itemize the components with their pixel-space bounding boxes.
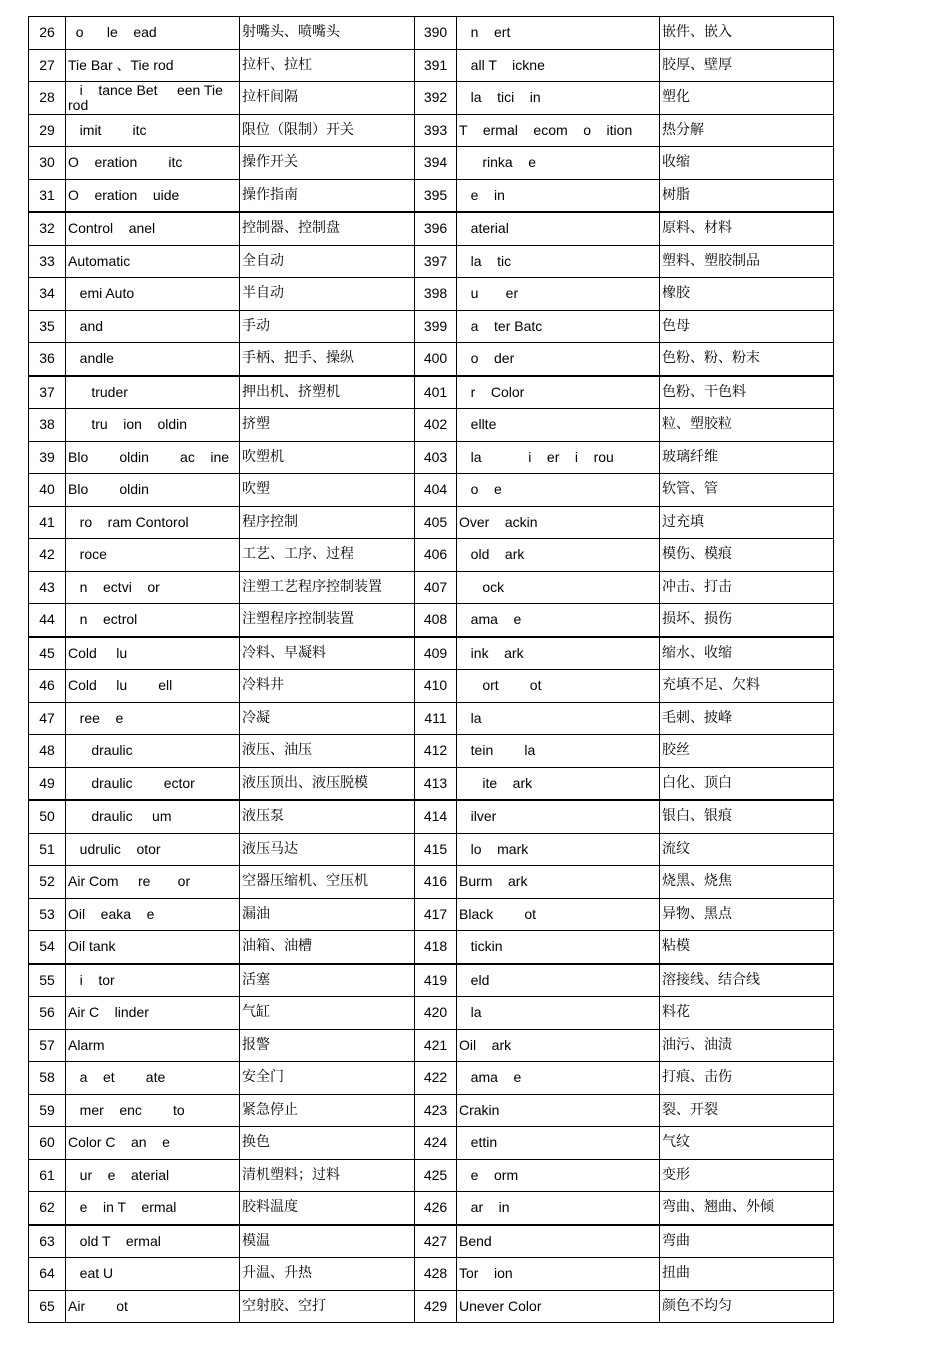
english-term-left: Air ot [66,1290,240,1323]
row-number-left: 54 [29,931,66,964]
english-term-left: n ectvi or [66,571,240,604]
english-term-left: i tor [66,964,240,997]
english-term-left: i tance Bet een Tie rod [66,82,240,115]
row-number-right: 406 [415,539,457,572]
row-number-left: 46 [29,670,66,703]
chinese-term-left: 空射胶、空打 [240,1290,415,1323]
english-term-left: and [66,310,240,343]
chinese-term-left: 拉杆间隔 [240,82,415,115]
english-term-left: draulic [66,735,240,768]
row-number-right: 401 [415,376,457,409]
row-number-left: 48 [29,735,66,768]
chinese-term-left: 紧急停止 [240,1094,415,1127]
row-number-left: 27 [29,49,66,82]
row-number-right: 423 [415,1094,457,1127]
table-row [29,1094,834,1127]
row-number-left: 62 [29,1192,66,1225]
row-number-right: 395 [415,179,457,212]
english-term-right: Over ackin [457,506,660,539]
english-term-left: udrulic otor [66,833,240,866]
row-number-right: 413 [415,767,457,800]
english-term-left: tru ion oldin [66,409,240,442]
english-term-right: la tic [457,245,660,278]
table-row [29,1062,834,1095]
english-term-right: old ark [457,539,660,572]
chinese-term-left: 射嘴头、喷嘴头 [240,17,415,50]
chinese-term-left: 拉杆、拉杠 [240,49,415,82]
english-term-right: la [457,997,660,1030]
table-row [29,1225,834,1258]
chinese-term-right: 气纹 [660,1127,834,1160]
chinese-term-left: 液压顶出、液压脱模 [240,767,415,800]
row-number-right: 402 [415,409,457,442]
table-row [29,800,834,833]
english-term-right: tickin [457,931,660,964]
chinese-term-right: 油污、油渍 [660,1029,834,1062]
chinese-term-right: 嵌件、嵌入 [660,17,834,50]
glossary-body [29,17,834,1323]
chinese-term-right: 树脂 [660,179,834,212]
table-row [29,767,834,800]
english-term-left: Cold lu [66,637,240,670]
english-term-left: Blo oldin ac ine [66,441,240,474]
row-number-right: 427 [415,1225,457,1258]
table-row [29,833,834,866]
row-number-right: 415 [415,833,457,866]
english-term-right: ite ark [457,767,660,800]
english-term-right: eld [457,964,660,997]
english-term-right: rinka e [457,147,660,180]
english-term-left: draulic ector [66,767,240,800]
table-row [29,1258,834,1291]
chinese-term-left: 液压、油压 [240,735,415,768]
chinese-term-left: 手动 [240,310,415,343]
row-number-right: 420 [415,997,457,1030]
row-number-left: 50 [29,800,66,833]
table-row [29,670,834,703]
chinese-term-right: 过充填 [660,506,834,539]
chinese-term-right: 白化、顶白 [660,767,834,800]
row-number-left: 31 [29,179,66,212]
row-number-right: 411 [415,702,457,735]
english-term-right: aterial [457,212,660,245]
row-number-right: 421 [415,1029,457,1062]
chinese-term-right: 模伤、模痕 [660,539,834,572]
row-number-left: 58 [29,1062,66,1095]
table-row [29,278,834,311]
row-number-left: 45 [29,637,66,670]
table-row [29,637,834,670]
table-row [29,1127,834,1160]
chinese-term-right: 热分解 [660,114,834,147]
chinese-term-left: 油箱、油槽 [240,931,415,964]
row-number-left: 53 [29,898,66,931]
row-number-left: 63 [29,1225,66,1258]
english-term-left: O eration uide [66,179,240,212]
table-row [29,898,834,931]
english-term-left: imit itc [66,114,240,147]
row-number-right: 397 [415,245,457,278]
chinese-term-left: 工艺、工序、过程 [240,539,415,572]
row-number-right: 398 [415,278,457,311]
english-term-right: ama e [457,604,660,637]
english-term-right: ellte [457,409,660,442]
chinese-term-right: 变形 [660,1159,834,1192]
chinese-term-left: 限位（限制）开关 [240,114,415,147]
chinese-term-left: 操作开关 [240,147,415,180]
row-number-left: 43 [29,571,66,604]
english-term-left: roce [66,539,240,572]
chinese-term-right: 塑料、塑胶制品 [660,245,834,278]
row-number-left: 64 [29,1258,66,1291]
chinese-term-left: 程序控制 [240,506,415,539]
row-number-right: 400 [415,343,457,376]
english-term-left: andle [66,343,240,376]
row-number-left: 32 [29,212,66,245]
chinese-term-left: 操作指南 [240,179,415,212]
row-number-left: 60 [29,1127,66,1160]
english-term-left: Alarm [66,1029,240,1062]
chinese-term-right: 异物、黑点 [660,898,834,931]
english-term-left: Control anel [66,212,240,245]
row-number-left: 30 [29,147,66,180]
english-term-left: Cold lu ell [66,670,240,703]
english-term-right: Tor ion [457,1258,660,1291]
english-term-left: Oil tank [66,931,240,964]
row-number-left: 56 [29,997,66,1030]
english-term-right: a ter Batc [457,310,660,343]
row-number-right: 425 [415,1159,457,1192]
row-number-left: 44 [29,604,66,637]
english-term-right: Crakin [457,1094,660,1127]
chinese-term-right: 塑化 [660,82,834,115]
english-term-left: emi Auto [66,278,240,311]
chinese-term-left: 换色 [240,1127,415,1160]
chinese-term-left: 冷料井 [240,670,415,703]
row-number-right: 417 [415,898,457,931]
row-number-right: 429 [415,1290,457,1323]
english-term-left: e in T ermal [66,1192,240,1225]
row-number-right: 396 [415,212,457,245]
chinese-term-left: 全自动 [240,245,415,278]
row-number-left: 42 [29,539,66,572]
chinese-term-right: 充填不足、欠料 [660,670,834,703]
row-number-left: 65 [29,1290,66,1323]
chinese-term-right: 溶接线、结合线 [660,964,834,997]
chinese-term-right: 打痕、击伤 [660,1062,834,1095]
row-number-left: 35 [29,310,66,343]
chinese-term-right: 颜色不均匀 [660,1290,834,1323]
english-term-left: Air Com re or [66,866,240,899]
english-term-left: truder [66,376,240,409]
table-row [29,310,834,343]
table-row [29,735,834,768]
chinese-term-right: 橡胶 [660,278,834,311]
row-number-left: 28 [29,82,66,115]
chinese-term-right: 损坏、损伤 [660,604,834,637]
row-number-right: 419 [415,964,457,997]
glossary-table [28,16,834,1323]
row-number-right: 409 [415,637,457,670]
table-row [29,866,834,899]
english-term-left: Color C an e [66,1127,240,1160]
chinese-term-left: 报警 [240,1029,415,1062]
chinese-term-right: 缩水、收缩 [660,637,834,670]
chinese-term-left: 模温 [240,1225,415,1258]
table-row [29,539,834,572]
english-term-right: e orm [457,1159,660,1192]
table-row [29,49,834,82]
english-term-left: mer enc to [66,1094,240,1127]
row-number-left: 40 [29,474,66,507]
row-number-left: 55 [29,964,66,997]
english-term-right: all T ickne [457,49,660,82]
english-term-left: ur e aterial [66,1159,240,1192]
row-number-right: 390 [415,17,457,50]
table-row [29,964,834,997]
english-term-right: la i er i rou [457,441,660,474]
table-row [29,441,834,474]
english-term-right: Black ot [457,898,660,931]
row-number-right: 422 [415,1062,457,1095]
row-number-left: 51 [29,833,66,866]
row-number-left: 38 [29,409,66,442]
chinese-term-left: 安全门 [240,1062,415,1095]
chinese-term-right: 胶厚、壁厚 [660,49,834,82]
row-number-left: 26 [29,17,66,50]
row-number-right: 392 [415,82,457,115]
table-row [29,409,834,442]
row-number-right: 408 [415,604,457,637]
row-number-left: 36 [29,343,66,376]
table-row [29,931,834,964]
chinese-term-right: 原料、材料 [660,212,834,245]
row-number-left: 59 [29,1094,66,1127]
table-row [29,604,834,637]
row-number-left: 39 [29,441,66,474]
chinese-term-left: 胶料温度 [240,1192,415,1225]
row-number-right: 410 [415,670,457,703]
row-number-right: 404 [415,474,457,507]
chinese-term-right: 烧黑、烧焦 [660,866,834,899]
english-term-left: ree e [66,702,240,735]
english-term-right: o der [457,343,660,376]
chinese-term-left: 漏油 [240,898,415,931]
table-row [29,376,834,409]
english-term-right: ar in [457,1192,660,1225]
table-row [29,1290,834,1323]
chinese-term-left: 吹塑 [240,474,415,507]
table-row [29,1192,834,1225]
table-row [29,179,834,212]
chinese-term-left: 气缸 [240,997,415,1030]
row-number-right: 428 [415,1258,457,1291]
chinese-term-right: 胶丝 [660,735,834,768]
english-term-right: Unever Color [457,1290,660,1323]
chinese-term-right: 弯曲、翘曲、外倾 [660,1192,834,1225]
chinese-term-right: 色母 [660,310,834,343]
english-term-right: la tici in [457,82,660,115]
english-term-left: eat U [66,1258,240,1291]
row-number-left: 37 [29,376,66,409]
english-term-right: T ermal ecom o ition [457,114,660,147]
chinese-term-right: 色粉、干色料 [660,376,834,409]
chinese-term-left: 冷凝 [240,702,415,735]
chinese-term-left: 控制器、控制盘 [240,212,415,245]
chinese-term-left: 吹塑机 [240,441,415,474]
table-row [29,1029,834,1062]
row-number-left: 49 [29,767,66,800]
row-number-right: 394 [415,147,457,180]
chinese-term-left: 押出机、挤塑机 [240,376,415,409]
row-number-right: 412 [415,735,457,768]
chinese-term-right: 粒、塑胶粒 [660,409,834,442]
chinese-term-left: 注塑工艺程序控制装置 [240,571,415,604]
english-term-right: ink ark [457,637,660,670]
row-number-right: 414 [415,800,457,833]
english-term-right: ama e [457,1062,660,1095]
english-term-right: ock [457,571,660,604]
english-term-right: tein la [457,735,660,768]
row-number-left: 34 [29,278,66,311]
table-row [29,245,834,278]
english-term-left: draulic um [66,800,240,833]
row-number-right: 391 [415,49,457,82]
english-term-right: Oil ark [457,1029,660,1062]
row-number-right: 399 [415,310,457,343]
english-term-left: ro ram Contorol [66,506,240,539]
table-row [29,1159,834,1192]
table-row [29,114,834,147]
english-term-right: ort ot [457,670,660,703]
chinese-term-left: 冷料、早凝料 [240,637,415,670]
table-row [29,17,834,50]
chinese-term-left: 升温、升热 [240,1258,415,1291]
english-term-left: Air C linder [66,997,240,1030]
row-number-right: 416 [415,866,457,899]
row-number-left: 33 [29,245,66,278]
english-term-left: Blo oldin [66,474,240,507]
row-number-left: 52 [29,866,66,899]
chinese-term-left: 挤塑 [240,409,415,442]
chinese-term-right: 色粉、粉、粉末 [660,343,834,376]
row-number-right: 407 [415,571,457,604]
table-row [29,571,834,604]
table-row [29,997,834,1030]
english-term-right: n ert [457,17,660,50]
english-term-left: Tie Bar 、Tie rod [66,49,240,82]
row-number-right: 426 [415,1192,457,1225]
english-term-right: la [457,702,660,735]
row-number-right: 403 [415,441,457,474]
english-term-left: n ectrol [66,604,240,637]
table-row [29,82,834,115]
english-term-right: o e [457,474,660,507]
english-term-right: r Color [457,376,660,409]
english-term-right: Bend [457,1225,660,1258]
row-number-left: 47 [29,702,66,735]
english-term-right: lo mark [457,833,660,866]
table-row [29,212,834,245]
english-term-right: e in [457,179,660,212]
table-row [29,702,834,735]
english-term-left: o le ead [66,17,240,50]
chinese-term-right: 玻璃纤维 [660,441,834,474]
row-number-right: 418 [415,931,457,964]
english-term-left: Automatic [66,245,240,278]
chinese-term-right: 毛刺、披峰 [660,702,834,735]
chinese-term-right: 粘模 [660,931,834,964]
chinese-term-right: 扭曲 [660,1258,834,1291]
chinese-term-left: 空器压缩机、空压机 [240,866,415,899]
chinese-term-right: 弯曲 [660,1225,834,1258]
table-row [29,343,834,376]
chinese-term-left: 液压马达 [240,833,415,866]
chinese-term-right: 冲击、打击 [660,571,834,604]
english-term-left: O eration itc [66,147,240,180]
english-term-right: u er [457,278,660,311]
chinese-term-right: 银白、银痕 [660,800,834,833]
chinese-term-left: 半自动 [240,278,415,311]
row-number-left: 29 [29,114,66,147]
chinese-term-left: 活塞 [240,964,415,997]
chinese-term-right: 裂、开裂 [660,1094,834,1127]
chinese-term-left: 液压泵 [240,800,415,833]
english-term-left: a et ate [66,1062,240,1095]
chinese-term-left: 注塑程序控制装置 [240,604,415,637]
row-number-right: 405 [415,506,457,539]
english-term-left: Oil eaka e [66,898,240,931]
row-number-left: 41 [29,506,66,539]
row-number-right: 393 [415,114,457,147]
chinese-term-right: 料花 [660,997,834,1030]
row-number-left: 57 [29,1029,66,1062]
row-number-left: 61 [29,1159,66,1192]
chinese-term-left: 清机塑料；过料 [240,1159,415,1192]
chinese-term-right: 流纹 [660,833,834,866]
table-row [29,474,834,507]
chinese-term-left: 手柄、把手、操纵 [240,343,415,376]
english-term-right: ettin [457,1127,660,1160]
table-row [29,506,834,539]
english-term-right: ilver [457,800,660,833]
table-row [29,147,834,180]
english-term-left: old T ermal [66,1225,240,1258]
chinese-term-right: 软管、管 [660,474,834,507]
row-number-right: 424 [415,1127,457,1160]
chinese-term-right: 收缩 [660,147,834,180]
english-term-right: Burm ark [457,866,660,899]
